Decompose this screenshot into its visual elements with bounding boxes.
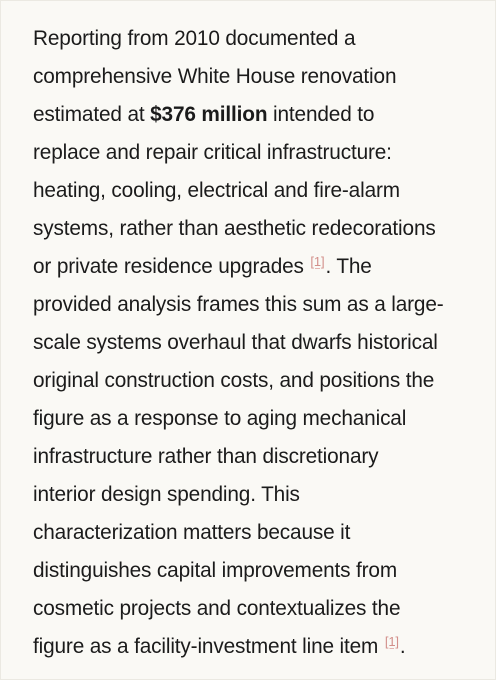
citation-link-1[interactable]: [1] <box>310 254 325 269</box>
text-fragment: intended to <box>267 103 375 126</box>
text-line: systems, rather than aesthetic redecorations <box>33 217 436 240</box>
text-line <box>33 628 469 666</box>
text-line: figure as a response to aging mechanical <box>33 407 407 430</box>
text-line: characterization matters because it <box>33 521 351 544</box>
text-line: scale systems overhaul that dwarfs historical <box>33 331 438 354</box>
text-line: infrastructure rather than discretionary <box>33 445 379 468</box>
text-fragment: or private residence upgrades <box>33 255 310 278</box>
text-fragment: . <box>399 635 406 658</box>
text-line: comprehensive White House renovation <box>33 65 397 88</box>
text-line: interior design spending. This <box>33 483 300 506</box>
text-line: cosmetic projects and contextualizes the <box>33 597 401 620</box>
body-paragraph <box>33 20 469 666</box>
text-line: heating, cooling, electrical and fire-alarm <box>33 179 400 202</box>
text-line: distinguishes capital improvements from <box>33 559 398 582</box>
text-line: Reporting from 2010 documented a <box>33 27 356 50</box>
text-line <box>33 96 469 134</box>
text-line: replace and repair critical infrastructure: <box>33 141 392 164</box>
citation-link-2[interactable]: [1] <box>384 634 399 649</box>
text-fragment: . The <box>325 255 372 278</box>
text-line: original construction costs, and positions the <box>33 369 435 392</box>
text-line <box>33 248 469 286</box>
text-fragment: figure as a facility-investment line item <box>33 635 384 658</box>
renovation-cost-figure: $376 million <box>150 103 268 126</box>
text-line: provided analysis frames this sum as a large- <box>33 293 444 316</box>
text-fragment: estimated at <box>33 103 151 126</box>
